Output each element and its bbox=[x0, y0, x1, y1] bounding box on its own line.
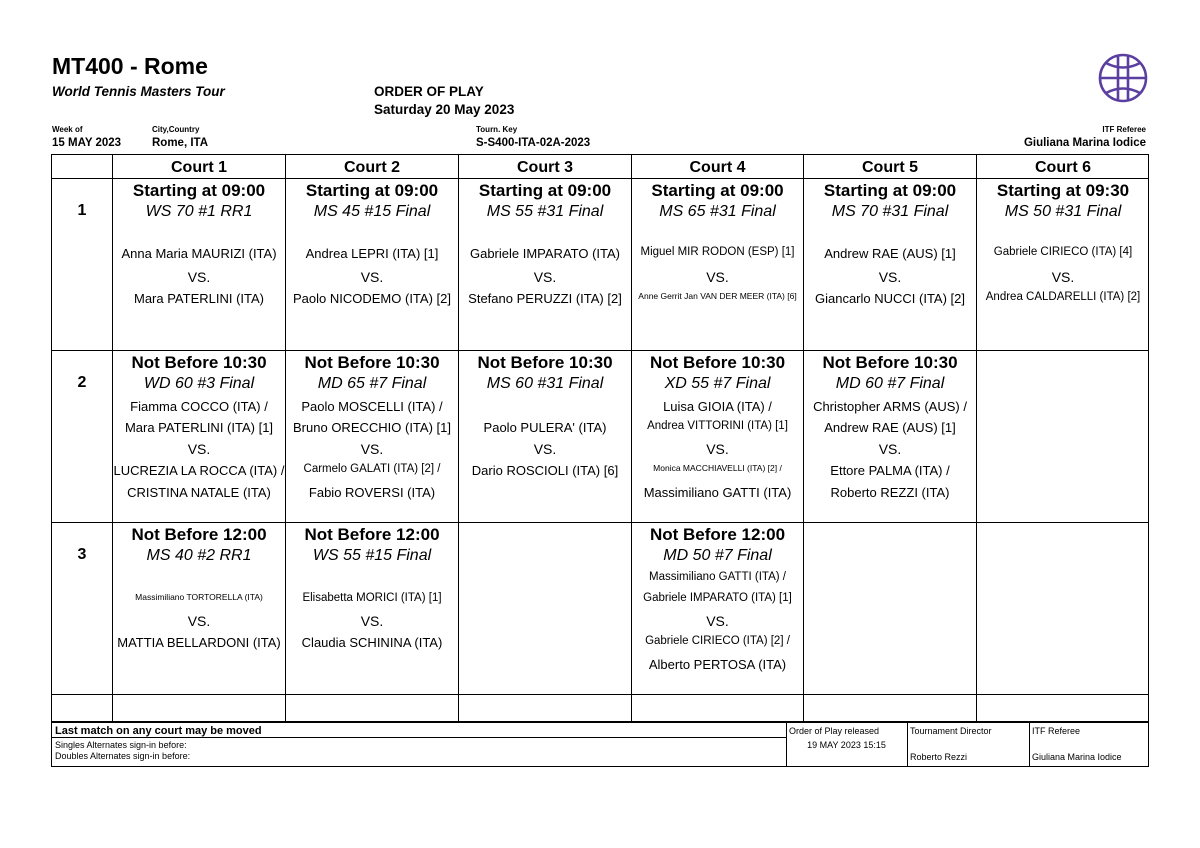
director-value: Roberto Rezzi bbox=[910, 752, 968, 762]
match-cell bbox=[632, 523, 803, 694]
week-label: Week of bbox=[52, 125, 83, 134]
event-name: MS 65 #31 Final bbox=[659, 203, 776, 220]
released-label: Order of Play released bbox=[789, 726, 880, 736]
player-name: Luisa GIOIA (ITA) / bbox=[663, 399, 772, 414]
match-cell bbox=[977, 179, 1149, 350]
player-name: Monica MACCHIAVELLI (ITA) [2] / bbox=[653, 463, 782, 473]
player-name: CRISTINA NATALE (ITA) bbox=[127, 485, 271, 500]
player-name: Gabriele CIRIECO (ITA) [4] bbox=[993, 246, 1133, 258]
player-name: Christopher ARMS (AUS) / bbox=[813, 399, 967, 414]
footer-referee-label: ITF Referee bbox=[1032, 726, 1081, 736]
match-cell bbox=[286, 523, 458, 694]
city-value: Rome, ITA bbox=[152, 137, 209, 149]
player-name: Roberto REZZI (ITA) bbox=[830, 485, 950, 500]
footer-box bbox=[51, 722, 1149, 767]
tourn-key-value: S-S400-ITA-02A-2023 bbox=[476, 137, 591, 149]
versus-label: VS. bbox=[1051, 269, 1075, 285]
match-cell bbox=[977, 523, 1149, 694]
player-name: Andrea CALDARELLI (ITA) [2] bbox=[985, 291, 1141, 303]
match-cell bbox=[804, 179, 976, 350]
start-time: Not Before 12:00 bbox=[649, 525, 786, 544]
row-number: 2 bbox=[77, 374, 87, 391]
match-cell bbox=[459, 179, 631, 350]
court-header: Court 4 bbox=[689, 159, 746, 176]
player-name: Paolo PULERA' (ITA) bbox=[483, 420, 607, 435]
start-time: Starting at 09:00 bbox=[132, 181, 266, 200]
player-name: Giancarlo NUCCI (ITA) [2] bbox=[814, 291, 965, 306]
match-cell bbox=[113, 351, 285, 522]
footer-referee-value: Giuliana Marina Iodice bbox=[1032, 752, 1122, 762]
itf-globe-logo-icon bbox=[1097, 52, 1149, 104]
start-time: Starting at 09:00 bbox=[305, 181, 439, 200]
event-name: MS 55 #31 Final bbox=[486, 203, 604, 220]
match-cell bbox=[286, 351, 458, 522]
director-label: Tournament Director bbox=[910, 726, 992, 736]
start-time: Not Before 12:00 bbox=[131, 525, 267, 544]
tournament-title: MT400 - Rome bbox=[52, 53, 208, 79]
court-header: Court 1 bbox=[171, 159, 227, 176]
event-name: WS 70 #1 RR1 bbox=[145, 203, 253, 220]
player-name: Anna Maria MAURIZI (ITA) bbox=[121, 246, 277, 261]
footer-col-divider bbox=[907, 723, 908, 766]
player-name: Stefano PERUZZI (ITA) [2] bbox=[468, 291, 622, 306]
tourn-key-label: Tourn. Key bbox=[476, 125, 518, 134]
court-header: Court 2 bbox=[344, 159, 400, 176]
match-cell bbox=[632, 351, 803, 522]
event-name: MS 60 #31 Final bbox=[486, 375, 604, 392]
player-name: Bruno ORECCHIO (ITA) [1] bbox=[293, 420, 451, 435]
versus-label: VS. bbox=[187, 613, 211, 629]
player-name: Andrew RAE (AUS) [1] bbox=[824, 246, 956, 261]
row-divider-3 bbox=[52, 694, 1148, 695]
event-name: XD 55 #7 Final bbox=[664, 375, 771, 392]
versus-label: VS. bbox=[360, 441, 384, 457]
versus-label: VS. bbox=[878, 269, 902, 285]
footer-col-divider bbox=[1029, 723, 1030, 766]
match-cell bbox=[113, 179, 285, 350]
order-of-play-grid bbox=[51, 154, 1149, 722]
last-match-note: Last match on any court may be moved bbox=[55, 725, 262, 737]
player-name: Mara PATERLINI (ITA) bbox=[133, 291, 264, 306]
player-name: LUCREZIA LA ROCCA (ITA) / bbox=[113, 463, 285, 478]
row-number: 3 bbox=[77, 546, 87, 563]
player-name: Paolo NICODEMO (ITA) [2] bbox=[293, 291, 451, 306]
player-name: Gabriele IMPARATO (ITA) [1] bbox=[643, 592, 792, 604]
event-name: MS 45 #15 Final bbox=[313, 203, 431, 220]
event-name: WD 60 #3 Final bbox=[143, 375, 255, 392]
start-time: Not Before 12:00 bbox=[304, 525, 440, 544]
versus-label: VS. bbox=[360, 613, 384, 629]
player-name: Fabio ROVERSI (ITA) bbox=[308, 485, 436, 500]
start-time: Not Before 10:30 bbox=[304, 353, 440, 372]
event-name: MS 70 #31 Final bbox=[831, 203, 949, 220]
singles-alternates-note: Singles Alternates sign-in before: bbox=[55, 740, 187, 750]
court-header: Court 6 bbox=[1035, 159, 1091, 176]
player-name: Carmelo GALATI (ITA) [2] / bbox=[303, 463, 441, 475]
match-cell bbox=[286, 179, 458, 350]
event-name: MD 65 #7 Final bbox=[317, 375, 427, 392]
event-name: MS 40 #2 RR1 bbox=[146, 547, 252, 564]
start-time: Not Before 10:30 bbox=[649, 353, 786, 372]
footer-divider bbox=[52, 737, 786, 738]
player-name: Anne Gerrit Jan VAN DER MEER (ITA) [6] bbox=[638, 291, 797, 301]
match-cell bbox=[459, 523, 631, 694]
versus-label: VS. bbox=[878, 441, 902, 457]
player-name: Dario ROSCIOLI (ITA) [6] bbox=[471, 463, 619, 478]
start-time: Starting at 09:00 bbox=[478, 181, 612, 200]
event-name: MD 50 #7 Final bbox=[663, 547, 772, 564]
player-name: Andrea VITTORINI (ITA) [1] bbox=[647, 420, 788, 432]
player-name: Massimiliano GATTI (ITA) / bbox=[649, 571, 786, 583]
court-header: Court 3 bbox=[517, 159, 573, 176]
player-name: Miguel MIR RODON (ESP) [1] bbox=[640, 246, 795, 258]
order-of-play-heading: ORDER OF PLAY bbox=[374, 84, 484, 99]
start-time: Not Before 10:30 bbox=[477, 353, 613, 372]
city-label: City,Country bbox=[152, 125, 200, 134]
court-header: Court 5 bbox=[862, 159, 918, 176]
versus-label: VS. bbox=[187, 441, 211, 457]
versus-label: VS. bbox=[533, 441, 557, 457]
player-name: Fiamma COCCO (ITA) / bbox=[130, 399, 268, 414]
start-time: Starting at 09:00 bbox=[651, 181, 784, 200]
event-name: MD 60 #7 Final bbox=[835, 375, 945, 392]
versus-label: VS. bbox=[187, 269, 211, 285]
start-time: Not Before 10:30 bbox=[822, 353, 958, 372]
row-number: 1 bbox=[77, 202, 87, 219]
referee-label: ITF Referee bbox=[1102, 125, 1146, 134]
versus-label: VS. bbox=[360, 269, 384, 285]
player-name: Gabriele CIRIECO (ITA) [2] / bbox=[645, 635, 790, 647]
week-value: 15 MAY 2023 bbox=[52, 137, 122, 149]
match-cell bbox=[459, 351, 631, 522]
doubles-alternates-note: Doubles Alternates sign-in before: bbox=[55, 751, 191, 761]
match-cell bbox=[632, 179, 803, 350]
player-name: Mara PATERLINI (ITA) [1] bbox=[124, 420, 274, 435]
released-value: 19 MAY 2023 15:15 bbox=[807, 740, 886, 750]
versus-label: VS. bbox=[706, 269, 729, 285]
player-name: Massimiliano GATTI (ITA) bbox=[643, 485, 792, 500]
versus-label: VS. bbox=[706, 613, 729, 629]
match-cell bbox=[804, 523, 976, 694]
player-name: Gabriele IMPARATO (ITA) bbox=[469, 246, 620, 261]
versus-label: VS. bbox=[533, 269, 557, 285]
player-name: Elisabetta MORICI (ITA) [1] bbox=[302, 592, 442, 604]
match-cell bbox=[804, 351, 976, 522]
start-time: Starting at 09:30 bbox=[996, 181, 1130, 200]
player-name: Massimiliano TORTORELLA (ITA) bbox=[135, 592, 263, 602]
referee-value: Giuliana Marina Iodice bbox=[1023, 137, 1146, 149]
player-name: Paolo MOSCELLI (ITA) / bbox=[301, 399, 443, 414]
match-cell bbox=[977, 351, 1149, 522]
play-date: Saturday 20 May 2023 bbox=[374, 102, 515, 117]
player-name: Andrea LEPRI (ITA) [1] bbox=[305, 246, 439, 261]
player-name: Ettore PALMA (ITA) / bbox=[830, 463, 950, 478]
player-name: Andrew RAE (AUS) [1] bbox=[824, 420, 956, 435]
event-name: WS 55 #15 Final bbox=[312, 547, 432, 564]
player-name: MATTIA BELLARDONI (ITA) bbox=[117, 635, 281, 650]
tour-name: World Tennis Masters Tour bbox=[52, 84, 225, 99]
player-name: Alberto PERTOSA (ITA) bbox=[648, 657, 787, 672]
start-time: Not Before 10:30 bbox=[131, 353, 267, 372]
player-name: Claudia SCHININA (ITA) bbox=[301, 635, 443, 650]
match-cell bbox=[113, 523, 285, 694]
start-time: Starting at 09:00 bbox=[823, 181, 957, 200]
versus-label: VS. bbox=[706, 441, 729, 457]
event-name: MS 50 #31 Final bbox=[1004, 203, 1122, 220]
